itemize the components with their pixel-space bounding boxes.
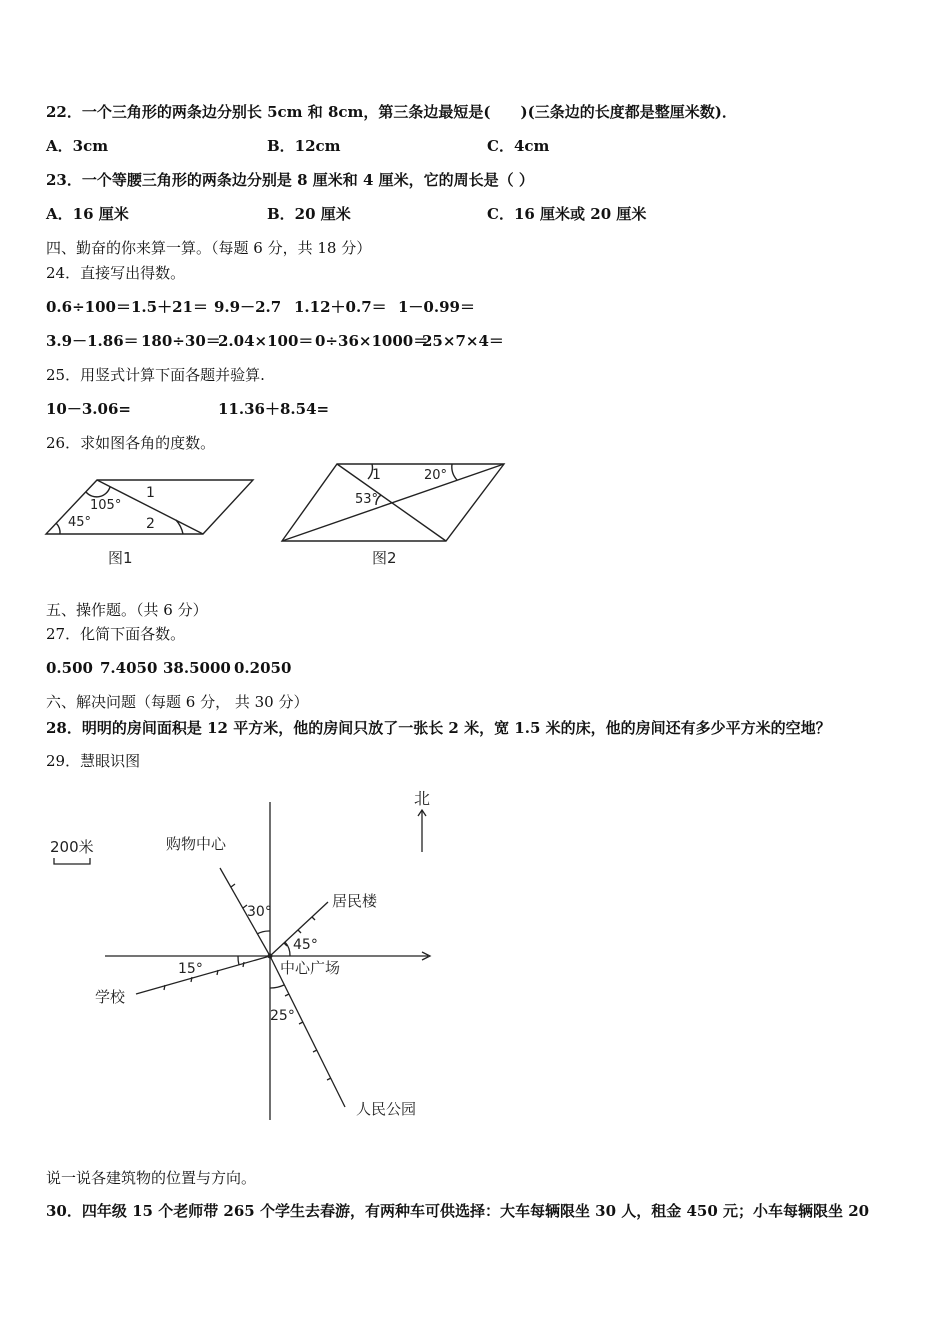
q24-item: 2.04×100＝ xyxy=(218,332,314,350)
fig2-label-20: 20° xyxy=(424,468,448,483)
fig2-caption: 图2 xyxy=(372,549,397,567)
q23-option-a: A．16 厘米 xyxy=(46,205,129,223)
q29-prompt: 说一说各建筑物的位置与方向。 xyxy=(46,1169,257,1187)
fig1-label-105: 105° xyxy=(90,498,122,513)
q24-stem: 24．直接写出得数。 xyxy=(46,264,186,282)
fig1-label-1: 1 xyxy=(146,485,155,501)
q29-stem: 29．慧眼识图 xyxy=(46,752,141,770)
q24-item: 3.9－1.86＝ xyxy=(46,332,139,350)
scale-label: 200米 xyxy=(50,838,94,856)
figure-2-parallelogram xyxy=(282,464,504,541)
q24-item: 9.9－2.7 xyxy=(214,298,282,316)
q22-option-a: A．3cm xyxy=(46,137,109,155)
q24-item: 1.5＋21＝ xyxy=(131,298,208,316)
q24-item: 0.6÷100＝ xyxy=(46,298,131,316)
fig1-caption: 图1 xyxy=(108,549,133,567)
fig1-label-45: 45° xyxy=(68,515,92,530)
q30-text: 30．四年级 15 个老师带 265 个学生去春游，有两种车可供选择：大车每辆限坐 30 人，租金 450 元；小车每辆限坐 20 xyxy=(46,1202,870,1220)
section-4-heading: 四、勤奋的你来算一算。（每题 6 分，共 18 分） xyxy=(46,239,372,257)
fig2-label-53: 53° xyxy=(355,492,379,507)
angle-30: 30° xyxy=(247,904,272,920)
q24-item: 1.12＋0.7＝ xyxy=(294,298,387,316)
q23-option-b: B．20 厘米 xyxy=(267,205,351,223)
label-shopping-center: 购物中心 xyxy=(166,835,227,853)
q27-value: 38.5000 xyxy=(163,659,231,677)
q26-stem: 26．求如图各角的度数。 xyxy=(46,434,216,452)
q26-figures xyxy=(0,0,950,600)
fig1-label-2: 2 xyxy=(146,516,155,532)
q25-item: 10－3.06= xyxy=(46,400,131,418)
q27-stem: 27．化简下面各数。 xyxy=(46,625,186,643)
q27-value: 7.4050 xyxy=(100,659,158,677)
q24-item: 1－0.99＝ xyxy=(398,298,475,316)
q28-text: 28．明明的房间面积是 12 平方米，他的房间只放了一张长 2 米，宽 1.5 米的床，他的房间还有多少平方米的空地？ xyxy=(46,719,831,737)
fig2-label-1: 1 xyxy=(372,467,381,483)
angle-25: 25° xyxy=(270,1008,295,1024)
ray-park xyxy=(270,956,345,1107)
north-label: 北 xyxy=(414,789,431,808)
section-6-heading: 六、解决问题（每题 6 分， 共 30 分） xyxy=(46,693,309,711)
scale-bar xyxy=(54,858,90,864)
q22-option-c: C．4cm xyxy=(487,137,550,155)
section-5-heading: 五、操作题。（共 6 分） xyxy=(46,601,208,619)
q22-stem: 22．一个三角形的两条边分别长 5cm 和 8cm，第三条边最短是( )(三条边的长度都是整厘米数)． xyxy=(46,103,737,121)
q27-value: 0.500 xyxy=(46,659,93,677)
ray-school xyxy=(136,956,270,994)
q25-item: 11.36＋8.54= xyxy=(218,400,330,418)
q27-value: 0.2050 xyxy=(234,659,292,677)
label-school: 学校 xyxy=(95,988,126,1006)
q24-item: 0÷36×1000＝ xyxy=(315,332,429,350)
angle-15: 15° xyxy=(178,961,203,977)
center-point xyxy=(268,954,273,959)
label-center-square: 中心广场 xyxy=(280,959,341,977)
label-peoples-park: 人民公园 xyxy=(356,1100,417,1118)
q23-option-c: C．16 厘米或 20 厘米 xyxy=(487,205,647,223)
angle-45: 45° xyxy=(293,937,318,953)
q24-item: 180÷30＝ xyxy=(141,332,221,350)
q29-map xyxy=(0,780,500,1130)
q24-item: 25×7×4＝ xyxy=(422,332,504,350)
q23-stem: 23．一个等腰三角形的两条边分别是 8 厘米和 4 厘米，它的周长是（ ） xyxy=(46,171,534,189)
label-residential: 居民楼 xyxy=(332,892,378,910)
q25-stem: 25．用竖式计算下面各题并验算. xyxy=(46,366,265,384)
q22-option-b: B．12cm xyxy=(267,137,341,155)
